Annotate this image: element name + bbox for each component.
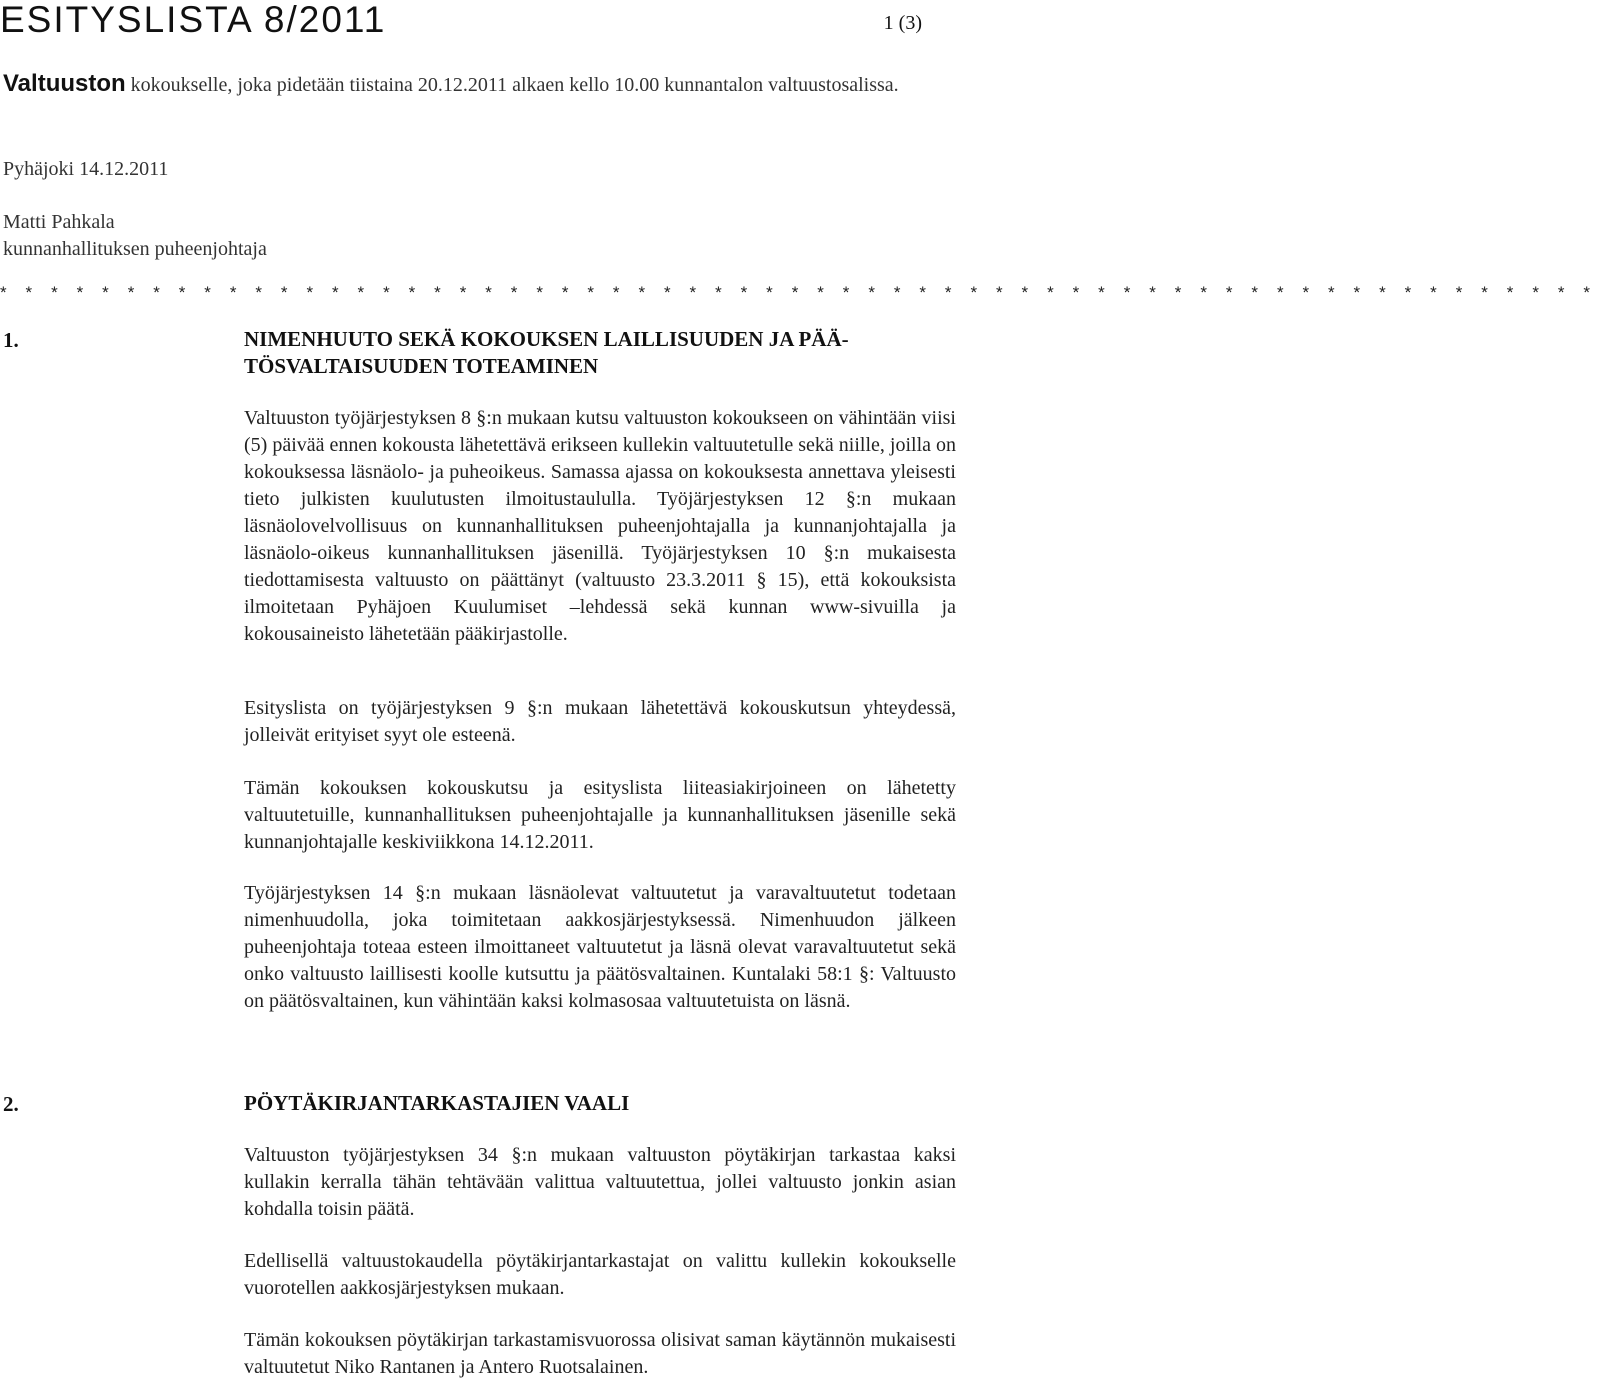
paragraph: Tämän kokouksen kokouskutsu ja esityslista liiteasiakirjoineen on lähetetty valtuutetuille, kunnanhallituksen puheenjohtajalle ja kunnanhallituksen jäsenille sekä kunnanjohtajalle keskiviikkona 14.12.2011. — [244, 777, 956, 853]
document-title: ESITYSLISTA 8/2011 — [0, 0, 387, 40]
place-date: Pyhäjoki 14.12.2011 — [3, 158, 169, 180]
separator-line: * * * * * * * * * * * * * * * * * * * * * * * * * * * * * * * * * * * * * * * * * * * * * * * * * * * * * * * * * * * * * * * — [0, 283, 1597, 302]
paragraph: Edellisellä valtuustokaudella pöytäkirjantarkastajat on valittu kullekin kokoukselle vuorotellen aakkosjärjestyksen mukaan. — [244, 1250, 956, 1299]
signer-title: kunnanhallituksen puheenjohtaja — [3, 238, 267, 260]
paragraph: Valtuuston työjärjestyksen 8 §:n mukaan kutsu valtuuston kokoukseen on vähintään viisi (5) päivää ennen kokousta lähetettävä erikseen kullekin valtuutetulle sekä niille, joilla on kokouksessa läsnäolo- ja puheoikeus. Samassa ajassa on kokouksesta annettava yleisesti tieto julkisten kuulutusten ilmoitustaululla. Työjärjestyksen 12 §:n mukaan läsnäolovelvollisuus on kunnanhallituksen puheenjohtajalla ja kunnanjohtajalla ja läsnäolo-oikeus kunnanhallituksen jäsenillä. Työjärjestyksen 10 §:n mukaisesta tiedottamisesta valtuusto on päättänyt (valtuusto 23.3.2011 § 15), että kokouksista ilmoitetaan Pyhäjoen Kuulumiset –lehdessä sekä kunnan www-sivuilla ja kokousaineisto lähetetään pääkirjastolle. — [244, 407, 956, 645]
signer-name: Matti Pahkala — [3, 211, 115, 233]
paragraph: Tämän kokouksen pöytäkirjan tarkastamisvuorossa olisivat saman käytännön mukaisesti valtuutetut Niko Rantanen ja Antero Ruotsalainen. — [244, 1329, 956, 1378]
meeting-body-name: Valtuuston — [3, 70, 126, 97]
paragraph: Valtuuston työjärjestyksen 34 §:n mukaan valtuuston pöytäkirjan tarkastaa kaksi kullakin kerralla tähän tehtävään valittua valtuutettua, jollei valtuusto jonkin asian kohdalla toisin päätä. — [244, 1144, 956, 1220]
item-number: 1. — [3, 328, 19, 352]
item-heading: PÖYTÄKIRJANTARKASTAJIEN VAALI — [244, 1091, 630, 1115]
paragraph: Työjärjestyksen 14 §:n mukaan läsnäolevat valtuutetut ja varavaltuutetut todetaan nimenhuudolla, joka toimitetaan aakkosjärjestyksessä. Nimenhuudon jälkeen puheenjohtaja toteaa esteen ilmoittaneet valtuutetut ja läsnä olevat varavaltuutetut sekä onko valtuusto laillisesti koolle kutsuttu ja päätösvaltainen. Kuntalaki 58:1 §: Valtuusto on päätösvaltainen, kun vähintään kaksi kolmasosaa valtuutetuista on läsnä. — [244, 882, 956, 1012]
meeting-notice — [3, 70, 903, 99]
page-number: 1 (3) — [883, 12, 922, 34]
item-heading: NIMENHUUTO SEKÄ KOKOUKSEN LAILLISUUDEN JA PÄÄ-TÖSVALTAISUUDEN TOTEAMINEN — [244, 327, 849, 378]
paragraph: Esityslista on työjärjestyksen 9 §:n mukaan lähetettävä kokouskutsun yhteydessä, jolleivät erityiset syyt ole esteenä. — [244, 697, 956, 746]
meeting-notice-text: kokoukselle, joka pidetään tiistaina 20.12.2011 alkaen kello 10.00 kunnantalon valtuustosalissa. — [125, 74, 899, 96]
item-number: 2. — [3, 1092, 19, 1116]
